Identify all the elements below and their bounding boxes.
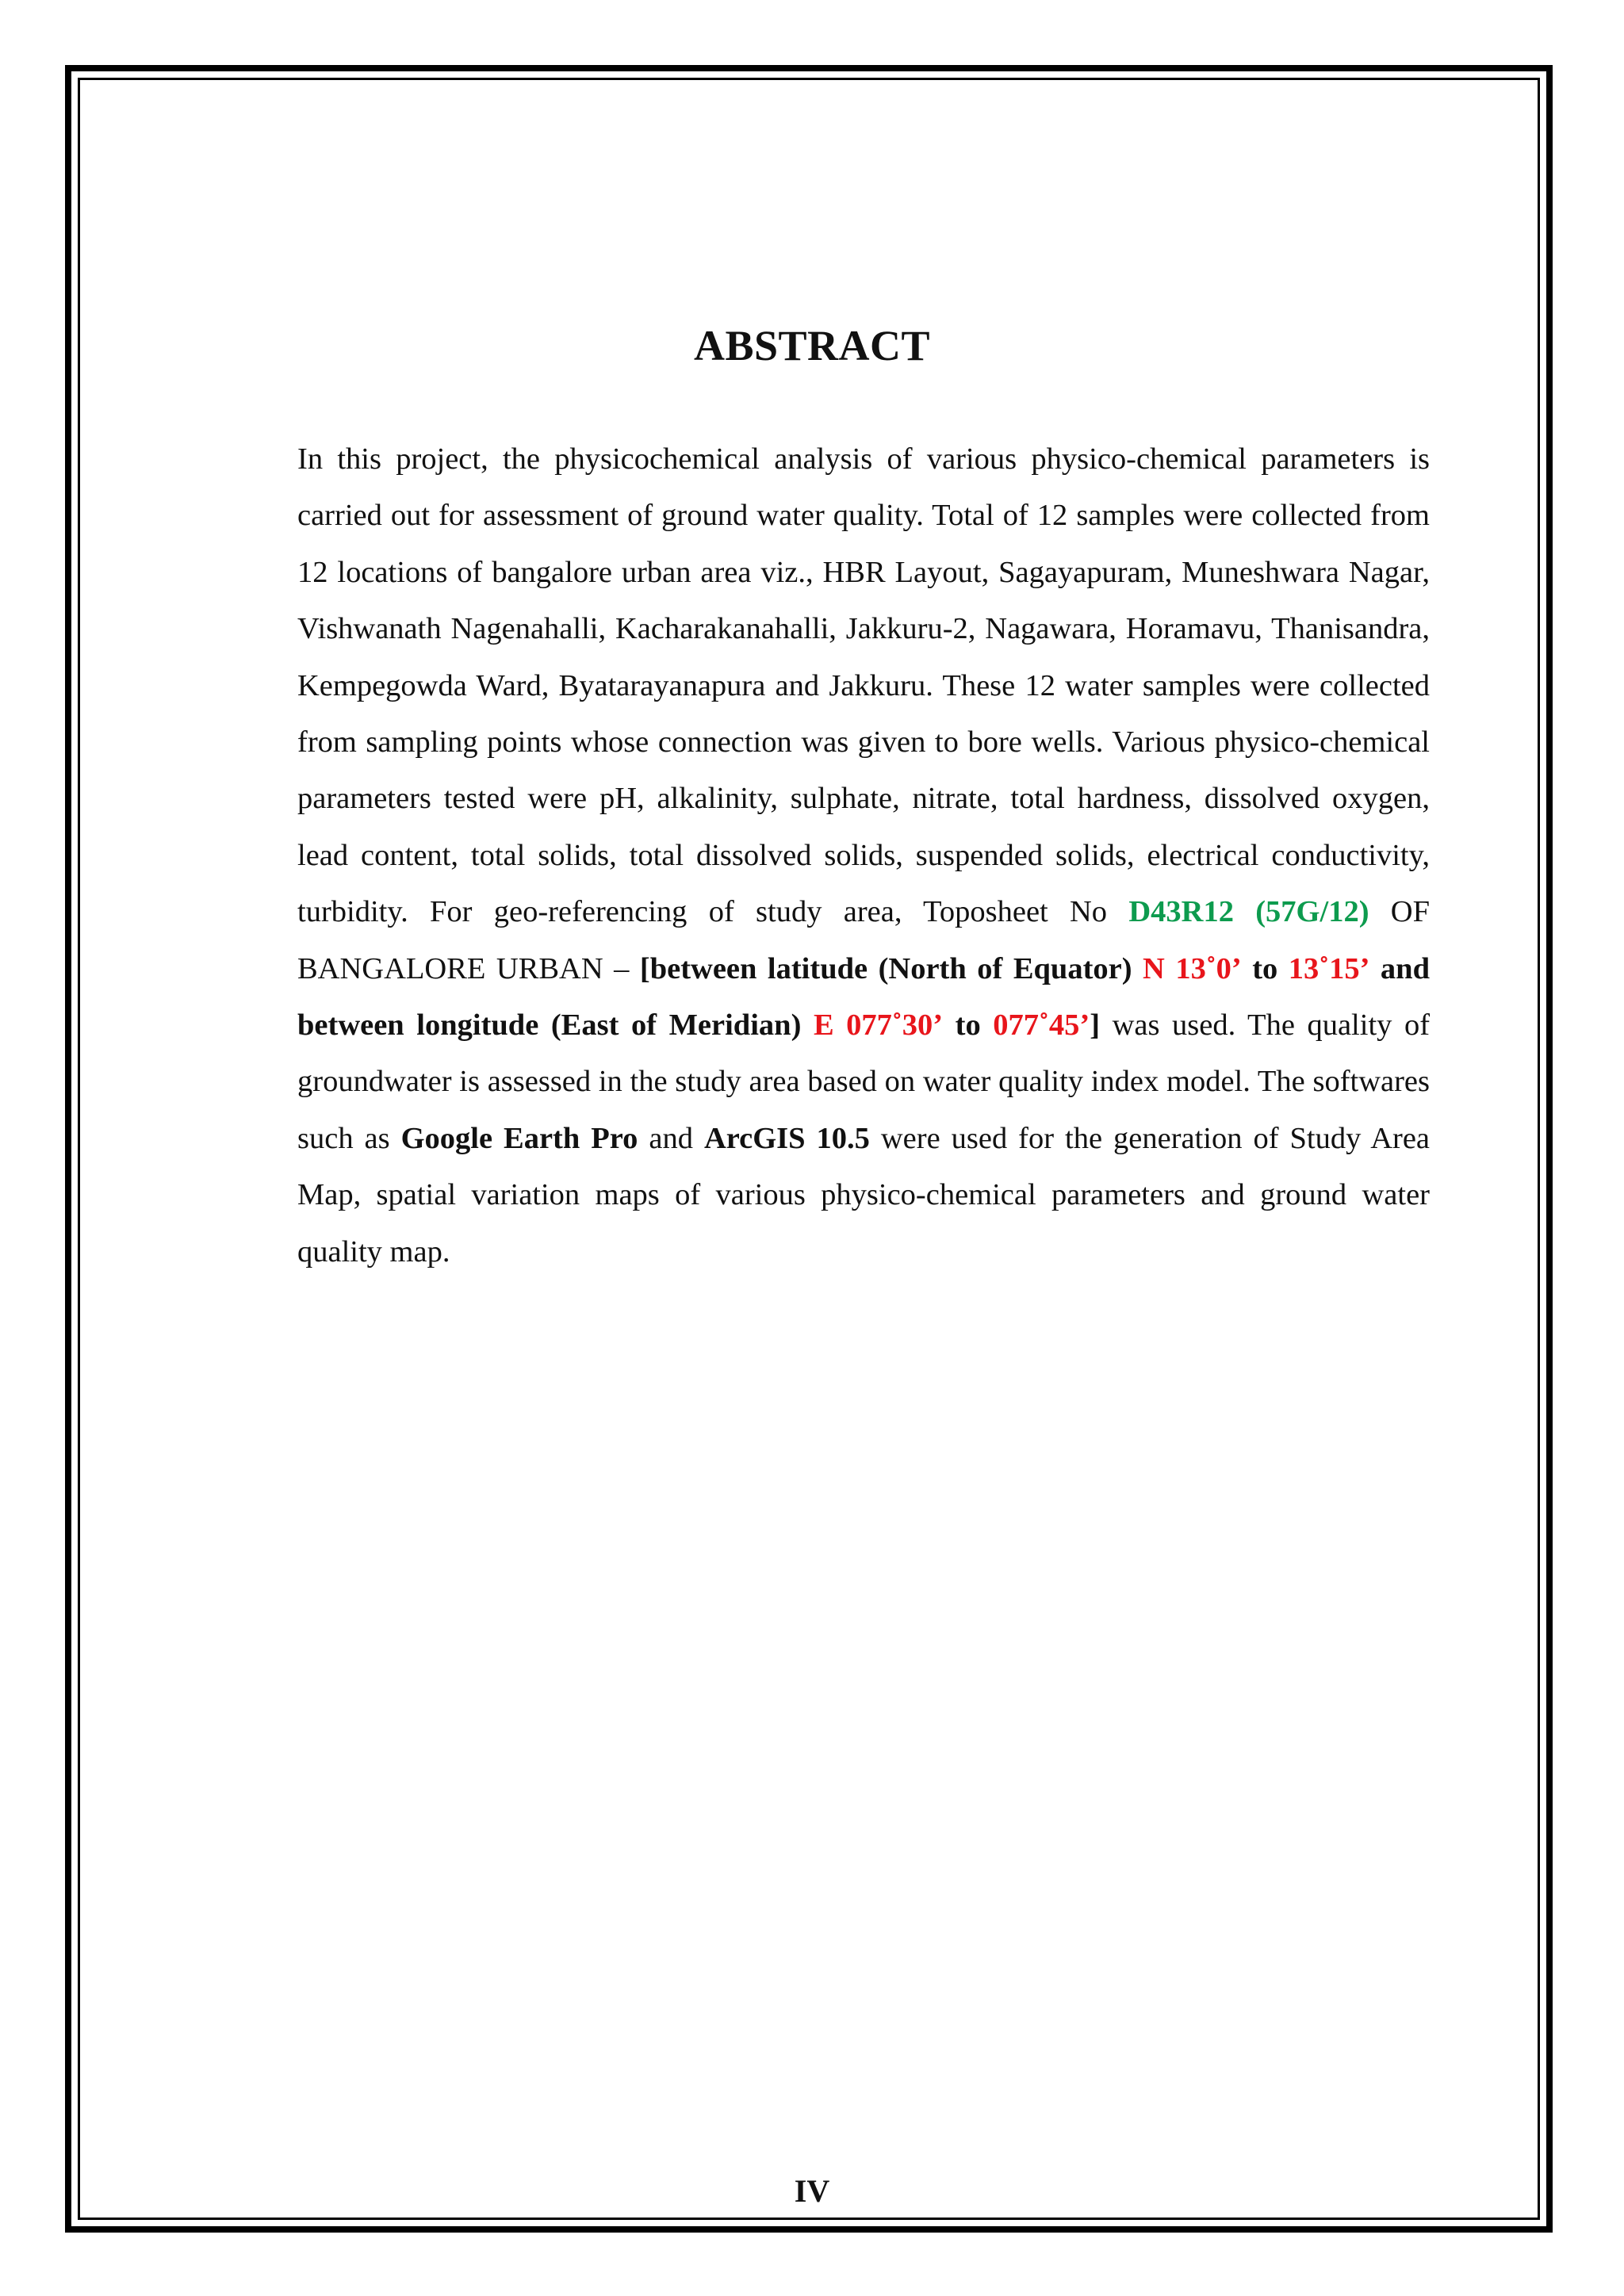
page-title: ABSTRACT — [693, 322, 931, 369]
range-to: to — [955, 1008, 981, 1043]
abstract-text: were used for the generation of Study Area Map, spatial variation maps of various physico-chemical parameters and ground water quality map. — [297, 1121, 1430, 1269]
latitude-label: [between latitude (North of Equator) — [639, 951, 1132, 985]
longitude-end: 077˚45’ — [993, 1008, 1090, 1043]
abstract-text: OF BANGALORE URBAN – — [297, 895, 1431, 985]
abstract-paragraph — [297, 431, 1430, 1280]
longitude-label: and between longitude (East of Meridian) — [297, 951, 1430, 1043]
software-arcgis: ArcGIS 10.5 — [703, 1121, 870, 1155]
toposheet-number: D43R12 (57G/12) — [1128, 895, 1369, 929]
page-number: IV — [794, 2173, 830, 2209]
software-google-earth: Google Earth Pro — [400, 1121, 638, 1155]
latitude-end: 13˚15’ — [1288, 951, 1370, 985]
abstract-text: was used. The quality of groundwater is assessed in the study area based on water quality index model. The softwares such as — [297, 1008, 1431, 1155]
bracket-close: ] — [1090, 1008, 1101, 1043]
range-to: to — [1252, 951, 1278, 985]
abstract-text: and — [649, 1121, 693, 1155]
latitude-start: N 13˚0’ — [1143, 951, 1242, 985]
abstract-text: In this project, the physicochemical analysis of various physico-chemical parameters is carried out for assessment of ground water quality. Total of 12 samples were collected from 12 locations of bangalore urban area viz., HBR Layout, Sagayapuram, Muneshwara Nagar, Vishwanath Nagenahalli, Kacharakanahalli, Jakkuru-2, Nagawara, Horamavu, Thanisandra, Kempegowda Ward, Byatarayanapura and Jakkuru. These 12 water samples were collected from sampling points whose connection was given to bore wells. Various physico-chemical parameters tested were pH, alkalinity, sulphate, nitrate, total hardness, dissolved oxygen, lead content, total solids, total dissolved solids, suspended solids, electrical conductivity, turbidity. For geo-referencing of study area, Toposheet No — [297, 442, 1430, 929]
longitude-start: E 077˚30’ — [813, 1008, 944, 1043]
